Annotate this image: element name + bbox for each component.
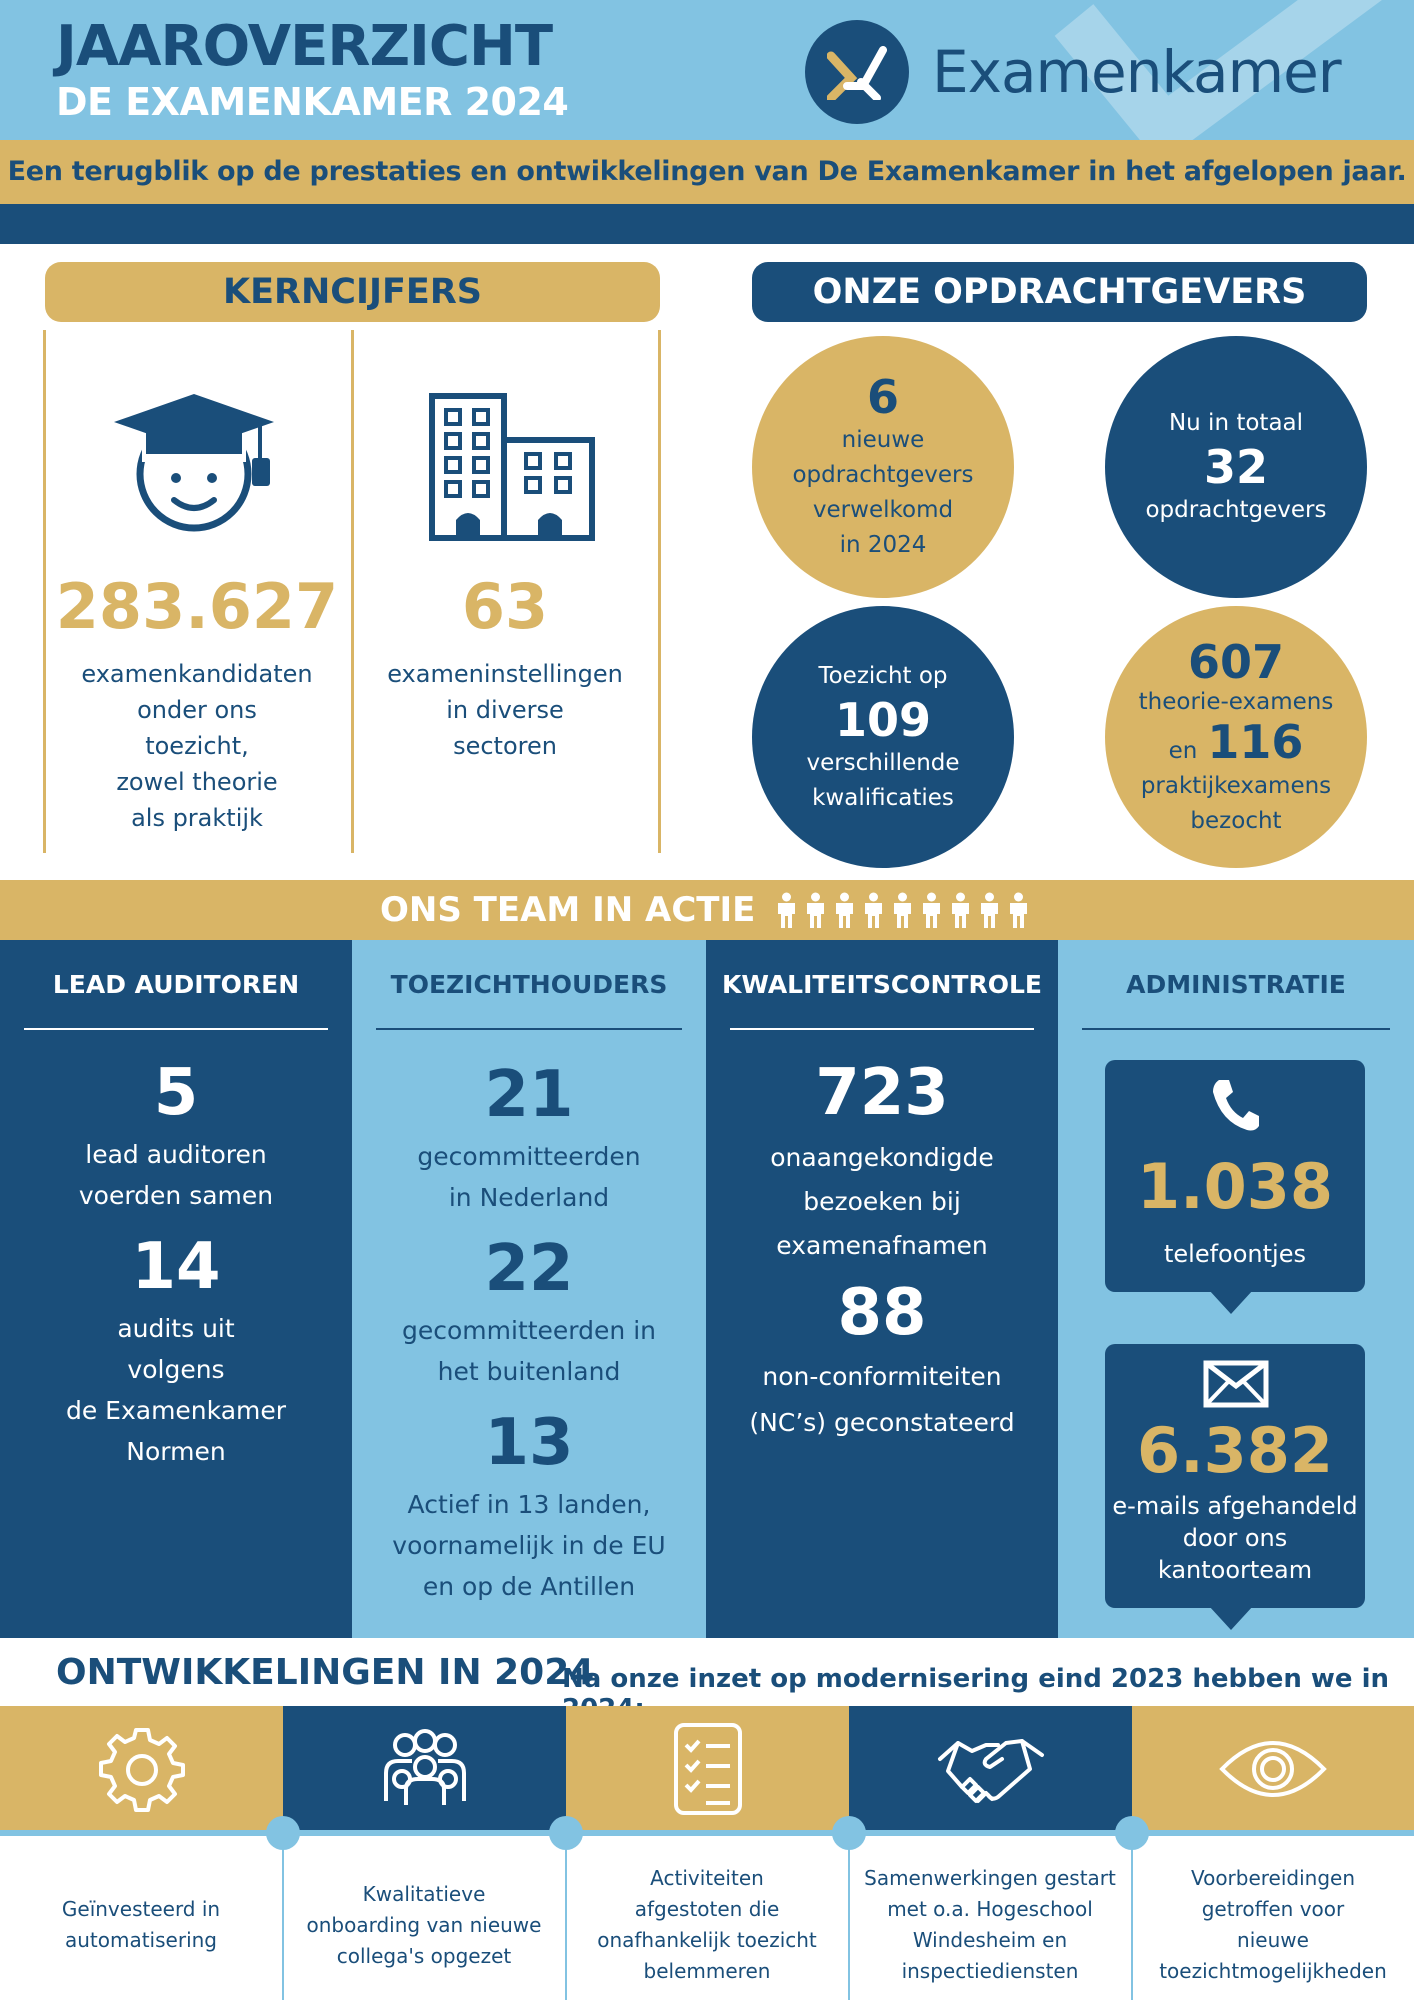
ontwikkelingen-subtitle: Na onze inzet op modernisering eind 2023 hebben we in bbox=[562, 1664, 1390, 1694]
audits-value: 14 bbox=[131, 1230, 221, 1304]
dev-line: onboarding van nieuwe bbox=[306, 1912, 542, 1937]
circle-number: 607 bbox=[1187, 634, 1285, 689]
column-text: non-conformiteiten bbox=[762, 1362, 1002, 1391]
emails-value: 6.382 bbox=[1136, 1414, 1334, 1487]
mail-bubble bbox=[1105, 1344, 1365, 1608]
desc-line: exameninstellingen bbox=[387, 660, 623, 688]
toezichthouders-column bbox=[352, 940, 706, 1638]
dev-item-onboarding bbox=[283, 1850, 565, 2000]
dev-line: nieuwe bbox=[1237, 1928, 1309, 1952]
totaal-opdrachtgevers-circle bbox=[1105, 336, 1367, 598]
divider bbox=[658, 330, 661, 853]
dev-icon-cell bbox=[0, 1706, 283, 1832]
kerncijfers-title: KERNCIJFERS bbox=[45, 262, 660, 322]
person-icon bbox=[890, 892, 915, 928]
team-title: ONS TEAM IN ACTIE bbox=[380, 890, 756, 930]
circle-number: 32 bbox=[1203, 440, 1268, 494]
circle-number: 116 bbox=[1207, 714, 1304, 769]
column-header: TOEZICHTHOUDERS bbox=[390, 970, 668, 999]
person-icon bbox=[948, 892, 973, 928]
checklist-icon bbox=[672, 1721, 744, 1817]
telefoontjes-value: 1.038 bbox=[1136, 1150, 1334, 1223]
buitenland-value: 22 bbox=[484, 1232, 574, 1306]
person-icon bbox=[832, 892, 857, 928]
person-icon bbox=[1006, 892, 1031, 928]
telefoontjes-label: telefoontjes bbox=[1164, 1240, 1306, 1268]
nc-value: 88 bbox=[837, 1276, 927, 1350]
dev-item-activiteiten bbox=[566, 1850, 848, 2000]
dev-line: afgestoten die bbox=[634, 1897, 780, 1921]
column-text: voornamelijk in de EU bbox=[392, 1531, 666, 1560]
lead-auditoren-column bbox=[0, 940, 352, 1638]
column-header: KWALITEITSCONTROLE bbox=[722, 970, 1042, 999]
dev-line: Geïnvesteerd in bbox=[61, 1897, 221, 1921]
opdrachtgevers-title: ONZE OPDRACHTGEVERS bbox=[752, 262, 1367, 322]
kandidaten-description bbox=[47, 656, 347, 836]
landen-value: 13 bbox=[484, 1406, 574, 1480]
column-text: en op de Antillen bbox=[422, 1572, 636, 1601]
column-text: (NC’s) geconstateerd bbox=[749, 1408, 1015, 1437]
person-icon bbox=[861, 892, 886, 928]
column-text: volgens bbox=[127, 1355, 225, 1384]
column-text: examenafnamen bbox=[776, 1231, 988, 1260]
dev-item-voorbereidingen bbox=[1132, 1850, 1414, 2000]
desc-line: examenkandidaten bbox=[81, 660, 313, 688]
column-header: LEAD AUDITOREN bbox=[52, 970, 300, 999]
page-title: JAAROVERZICHT bbox=[56, 14, 553, 79]
column-rule bbox=[376, 1028, 682, 1030]
column-text: gecommitteerden in bbox=[402, 1316, 656, 1345]
circle-text: in 2024 bbox=[839, 532, 927, 558]
desc-line: onder ons bbox=[137, 696, 257, 724]
person-icon bbox=[803, 892, 828, 928]
logo-check-icon bbox=[827, 46, 887, 100]
kwalificaties-circle bbox=[752, 606, 1014, 868]
handshake-icon bbox=[936, 1729, 1046, 1809]
dev-line: Windesheim en bbox=[912, 1928, 1068, 1952]
desc-line: als praktijk bbox=[131, 804, 263, 832]
dev-line: inspectiediensten bbox=[901, 1959, 1079, 1983]
graduate-icon bbox=[112, 392, 280, 542]
circle-text: theorie-examens bbox=[1138, 688, 1334, 715]
instellingen-value: 63 bbox=[461, 570, 549, 643]
column-text: audits uit bbox=[117, 1314, 235, 1343]
person-icon bbox=[977, 892, 1002, 928]
bezoeken-value: 723 bbox=[815, 1056, 949, 1130]
circle-text: praktijkexamens bbox=[1140, 772, 1332, 799]
dev-line: onafhankelijk toezicht bbox=[597, 1928, 817, 1952]
circle-text: bezocht bbox=[1190, 807, 1282, 834]
divider-band bbox=[0, 204, 1414, 244]
dev-item-automatisering bbox=[0, 1850, 282, 2000]
circle-text: kwalificaties bbox=[812, 784, 954, 811]
desc-line: sectoren bbox=[453, 732, 557, 760]
dev-line: met o.a. Hogeschool bbox=[887, 1897, 1093, 1921]
column-text: voerden samen bbox=[78, 1181, 274, 1210]
kwaliteitscontrole-column bbox=[706, 940, 1058, 1638]
circle-number: 109 bbox=[834, 692, 932, 747]
dev-line: collega's opgezet bbox=[336, 1943, 512, 1968]
eye-icon bbox=[1218, 1737, 1328, 1801]
person-icon bbox=[919, 892, 944, 928]
dev-line: Voorbereidingen bbox=[1190, 1866, 1356, 1890]
page-subtitle: DE EXAMENKAMER 2024 bbox=[56, 80, 569, 124]
dev-icon-cell bbox=[566, 1706, 849, 1832]
column-rule bbox=[1082, 1028, 1390, 1030]
header bbox=[0, 0, 1414, 140]
emails-label: kantoorteam bbox=[1157, 1556, 1313, 1584]
envelope-icon bbox=[1203, 1360, 1269, 1408]
column-text: onaangekondigde bbox=[770, 1143, 994, 1172]
column-rule bbox=[24, 1028, 328, 1030]
circle-text: Nu in totaal bbox=[1168, 410, 1304, 436]
column-header: ADMINISTRATIE bbox=[1126, 970, 1346, 999]
divider bbox=[43, 330, 46, 853]
column-text: Normen bbox=[126, 1437, 226, 1466]
phone-bubble bbox=[1105, 1060, 1365, 1292]
circle-text: verwelkomd bbox=[812, 497, 954, 523]
circle-number: 6 bbox=[866, 370, 899, 424]
dev-line: toezichtmogelijkheden bbox=[1159, 1959, 1387, 1983]
instellingen-description bbox=[355, 656, 655, 764]
phone-icon bbox=[1209, 1076, 1261, 1134]
team-band bbox=[0, 880, 1414, 940]
tagline-band bbox=[0, 140, 1414, 204]
circle-en-row bbox=[1169, 716, 1304, 769]
lead-auditoren-value: 5 bbox=[153, 1056, 199, 1130]
dev-line: automatisering bbox=[64, 1928, 217, 1952]
circle-text: Toezicht op bbox=[818, 662, 948, 689]
team-icon bbox=[380, 1729, 470, 1809]
people-icons bbox=[774, 892, 1031, 928]
column-text: gecommitteerden bbox=[417, 1142, 641, 1171]
nederland-value: 21 bbox=[484, 1058, 574, 1132]
logo bbox=[805, 20, 909, 124]
column-text: de Examenkamer bbox=[65, 1396, 287, 1425]
timeline-line bbox=[0, 1830, 1414, 1836]
gear-icon bbox=[99, 1726, 185, 1812]
dev-line: Samenwerkingen gestart bbox=[864, 1866, 1116, 1890]
dev-line: getroffen voor bbox=[1201, 1897, 1345, 1921]
tagline: Een terugblik op de prestaties en ontwikkelingen van De Examenkamer in het afgelopen jaar. bbox=[7, 156, 1407, 187]
nieuwe-opdrachtgevers-circle bbox=[752, 336, 1014, 598]
column-text: lead auditoren bbox=[85, 1140, 267, 1169]
ontwikkelingen-title: ONTWIKKELINGEN IN 2024 bbox=[56, 1652, 595, 1693]
logo-text: Examenkamer bbox=[932, 38, 1341, 106]
buildings-icon bbox=[428, 392, 598, 542]
circle-text: en bbox=[1168, 737, 1198, 764]
desc-line: zowel theorie bbox=[116, 768, 278, 796]
bubble-tail bbox=[1209, 1290, 1253, 1314]
dev-line: Kwalitatieve bbox=[362, 1881, 486, 1906]
desc-line: toezicht, bbox=[145, 732, 249, 760]
emails-label: e-mails afgehandeld bbox=[1112, 1492, 1358, 1520]
circle-text: opdrachtgevers bbox=[1145, 497, 1327, 523]
examens-bezocht-circle bbox=[1105, 606, 1367, 868]
dev-item-samenwerkingen bbox=[849, 1850, 1131, 2000]
column-rule bbox=[730, 1028, 1034, 1030]
emails-label: door ons bbox=[1182, 1524, 1288, 1552]
dev-icon-cell bbox=[849, 1706, 1132, 1832]
circle-text: nieuwe bbox=[841, 427, 925, 453]
kandidaten-value: 283.627 bbox=[55, 570, 339, 643]
column-text: bezoeken bij bbox=[803, 1187, 961, 1216]
person-icon bbox=[774, 892, 799, 928]
desc-line: in diverse bbox=[446, 696, 564, 724]
dev-line: Activiteiten bbox=[650, 1866, 764, 1890]
circle-text: verschillende bbox=[806, 749, 960, 776]
dev-icon-cell bbox=[283, 1706, 566, 1832]
dev-icon-cell bbox=[1132, 1706, 1414, 1832]
column-text: Actief in 13 landen, bbox=[407, 1490, 651, 1519]
circle-text: opdrachtgevers bbox=[792, 462, 974, 488]
dev-line: belemmeren bbox=[643, 1959, 771, 1983]
divider bbox=[351, 330, 354, 853]
bubble-tail bbox=[1209, 1606, 1253, 1630]
column-text: het buitenland bbox=[437, 1357, 621, 1386]
column-text: in Nederland bbox=[448, 1183, 610, 1212]
